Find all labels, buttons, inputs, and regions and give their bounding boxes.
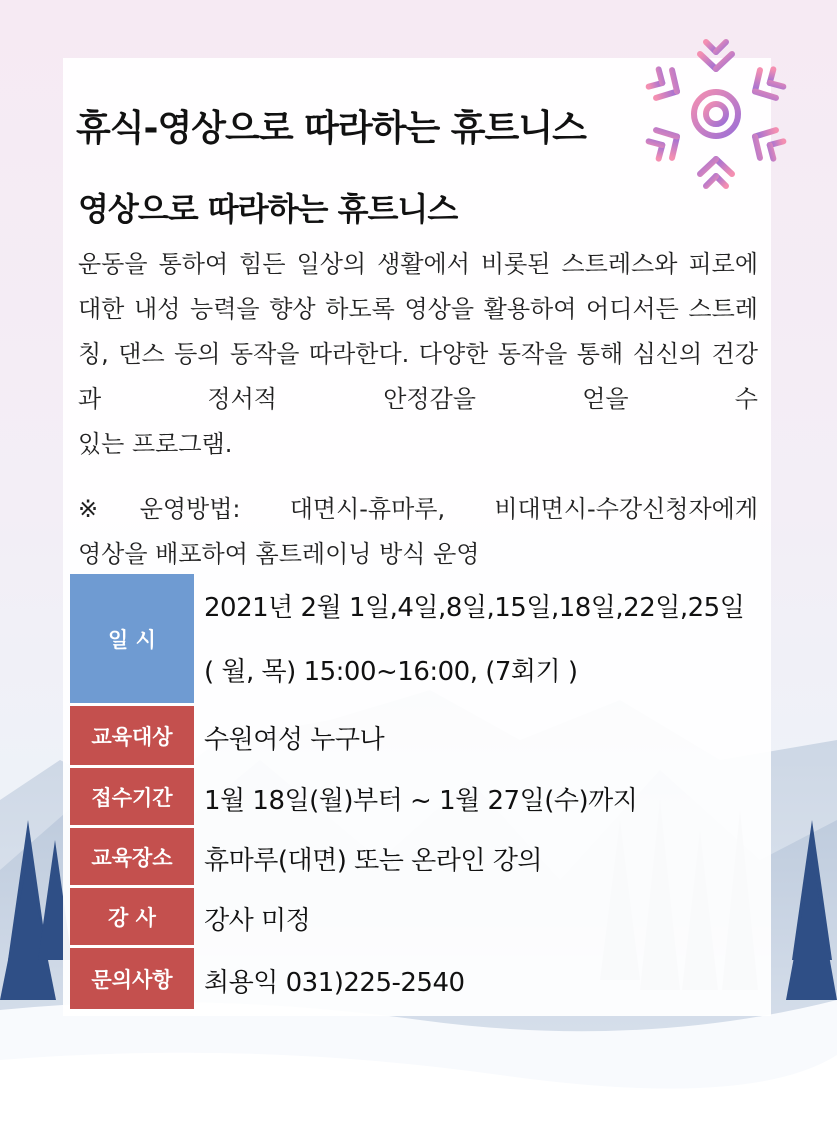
info-label-schedule: 일 시 (70, 574, 194, 706)
info-label-period: 접수기간 (70, 768, 194, 828)
program-subtitle: 영상으로 따라하는 휴트니스 (78, 190, 458, 228)
info-value-period: 1월 18일(월)부터 ~ 1월 27일(수)까지 (204, 785, 638, 816)
info-row-place (70, 828, 760, 888)
info-row-period (70, 768, 760, 828)
operation-method-line1: ※운영방법: 대면시-휴마루, 비대면시-수강신청자에게 (78, 495, 758, 523)
info-row-schedule (70, 574, 760, 706)
info-table (70, 574, 760, 1012)
schedule-time: ( 월, 목) 15:00~16:00, (7회기 ) (204, 657, 578, 687)
program-description (78, 242, 758, 467)
description-text-last: 있는 프로그램. (78, 430, 233, 458)
info-value-place: 휴마루(대면) 또는 온라인 강의 (204, 845, 542, 876)
operation-method-line2: 영상을 배포하여 홈트레이닝 방식 운영 (78, 540, 480, 568)
info-row-instructor (70, 888, 760, 948)
info-row-target (70, 706, 760, 768)
info-label-instructor: 강 사 (70, 888, 194, 948)
operation-method (78, 487, 758, 577)
info-value-contact: 최용익 031)225-2540 (204, 967, 465, 998)
info-row-contact (70, 948, 760, 1012)
schedule-dates: 2021년 2월 1일,4일,8일,15일,18일,22일,25일 (204, 593, 745, 623)
info-label-target: 교육대상 (70, 706, 194, 768)
page-title: 휴식-영상으로 따라하는 휴트니스 (76, 108, 586, 149)
info-value-schedule (194, 574, 744, 706)
snowflake-icon (636, 24, 796, 204)
info-value-target: 수원여성 누구나 (204, 724, 385, 755)
info-label-contact: 문의사항 (70, 948, 194, 1012)
description-text: 운동을 통하여 힘든 일상의 생활에서 비롯된 스트레스와 피로에 대한 내성 능력을 향상 하도록 영상을 활용하여 어디서든 스트레칭, 댄스 등의 동작을 따라한다. 다양한 동작을 통해 심신의 건강과 정서적 안정감을 얻을 수 (78, 250, 758, 413)
info-label-place: 교육장소 (70, 828, 194, 888)
info-value-instructor: 강사 미정 (204, 905, 311, 936)
